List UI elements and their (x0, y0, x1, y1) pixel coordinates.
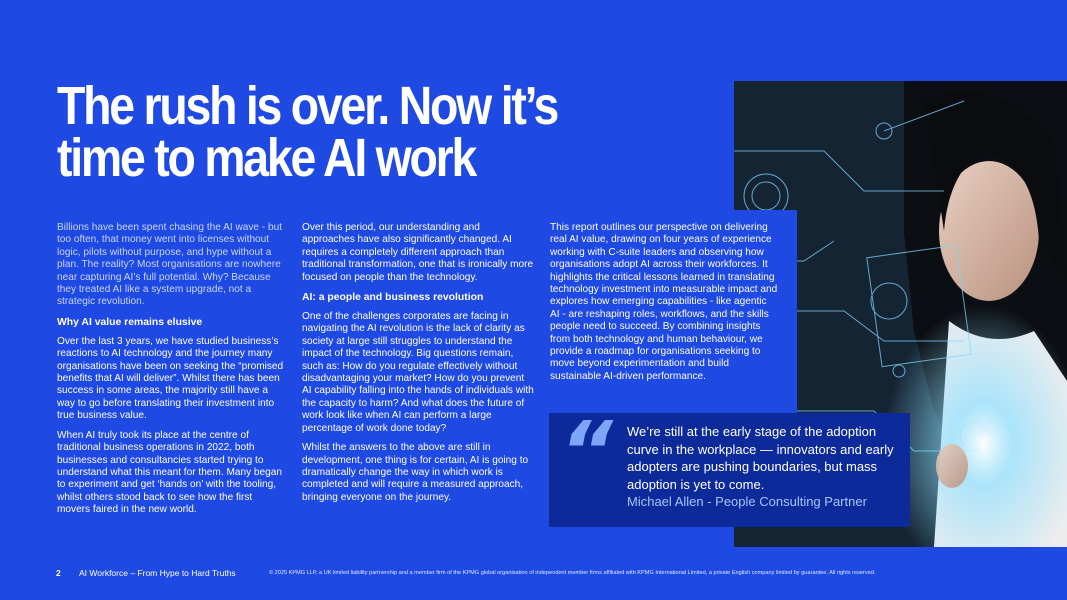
quote-mark-icon: “ (560, 405, 613, 500)
paragraph: This report outlines our perspective on delivering real AI value, drawing on four years of experience working with C-suite leaders and observing how organisations adopt AI across their workforces. It highlights the critical lessons learned in translating technology investment into measurable impact and explores how emerging capabilities - like agentic AI - are reshaping roles, workflows, and the skills people need to succeed. By combining insights from both technology and human behaviour, we provide a roadmap for organisations seeking to move beyond experimentation and build sustainable AI-driven performance. (550, 222, 778, 382)
section-heading-value-elusive: Why AI value remains elusive (57, 316, 203, 328)
text-column-1 (57, 222, 285, 524)
page-title (57, 76, 558, 188)
pull-quote-text: We’re still at the early stage of the adoption curve in the workplace — innovators and early adopters are pushing boundaries, but mass adoption is yet to come. (627, 424, 894, 492)
footer-document-title: AI Workforce – From Hype to Hard Truths (79, 568, 236, 578)
paragraph: Over this period, our understanding and approaches have also significantly changed. AI requires a completely different approach than traditional transformation, one that is ironically more focused on people than the technology. (302, 222, 534, 283)
paragraph: Whilst the answers to the above are still in development, one thing is for certain, AI is going to dramatically change the way in which work is completed and will require a measured approach, bringing everyone on the journey. (302, 442, 529, 503)
pull-quote-attribution: Michael Allen - People Consulting Partner (627, 494, 867, 509)
text-column-3 (550, 222, 778, 390)
title-line-2: time to make AI work (57, 128, 476, 188)
title-line-1: The rush is over. Now it’s (57, 76, 558, 136)
paragraph: When AI truly took its place at the centre of traditional business operations in 2022, both businesses and consultancies started trying to understand what this meant for them. Many began to experiment and get ‘hands on’ with the tooling, whilst others stood back to see how the first movers faired in the new world. (57, 429, 282, 516)
footer-legal-notice: © 2025 KPMG LLP, a UK limited liability partnership and a member firm of the KPMG global organisation of independent member firms affiliated with KPMG International Limited, a private English company limited by guarantee. All rights reserved. (269, 570, 876, 576)
text-column-2 (302, 222, 534, 511)
page-number: 2 (56, 568, 61, 578)
intro-paragraph: Billions have been spent chasing the AI wave - but too often, that money went into licenses without logic, pilots without purpose, and hype without a plan. The reality? Most organisations are nowhere near capturing AI’s full potential. Why? Because they treated AI like a system upgrade, not a strategic revolution. (57, 222, 283, 308)
section-heading-people-revolution: AI: a people and business revolution (302, 292, 484, 304)
paragraph: One of the challenges corporates are facing in navigating the AI revolution is the lack of clarity as society at large still struggles to understand the impact of the technology. Big questions remain, such as: How do you regulate effectively without disadvantaging your market? How do you prevent AI capability falling into the hands of individuals with the capacity to harm? And what does the future of work look like when AI can perform a large percentage of work done today? (302, 311, 534, 434)
paragraph: Over the last 3 years, we have studied business’s reactions to AI technology and the journey many organisations have been on seeking the “promised benefits that AI will deliver”. Whilst there has been success in some areas, the majority still have a way to go before translating their investment into true business value. (57, 335, 284, 422)
